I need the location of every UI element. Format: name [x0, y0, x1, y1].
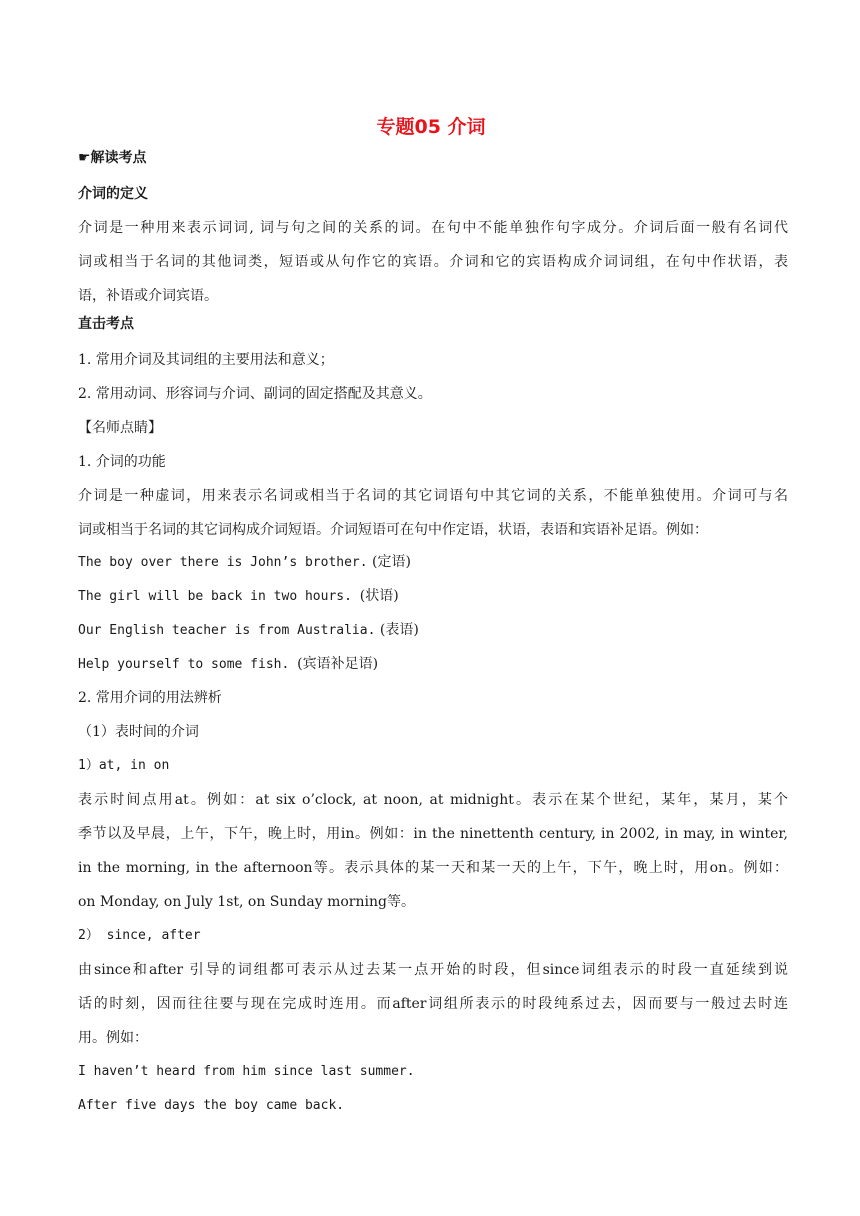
- example-en: Our English teacher is from Australia.: [78, 623, 376, 638]
- definition-line: 语，补语或介词宾语。: [78, 288, 218, 304]
- example-role: (表语): [379, 622, 419, 638]
- usage-heading: 2. 常用介词的用法辨析: [78, 690, 222, 706]
- function-heading: 1. 介词的功能: [78, 454, 166, 470]
- sub1-line: 季节以及早晨，上午，下午，晚上时，用in。例如：in the ninettenth century, in 2002, in may, in winter,: [78, 826, 788, 842]
- function-line: 词或相当于名词的其它词构成介词短语。介词短语可在句中作定语，状语，表语和宾语补足语。例如：: [78, 522, 708, 538]
- sub-heading-since-after: 2） since, after: [78, 928, 201, 943]
- example-sentence: [78, 552, 788, 573]
- definition-line: 词或相当于名词的其他词类，短语或从句作它的宾语。介词和它的宾语构成介词词组，在句中作状语，表: [78, 254, 788, 270]
- example-en: Help yourself to some fish.: [78, 657, 298, 672]
- direct-item: 2. 常用动词、形容词与介词、副词的固定搭配及其意义。: [78, 386, 432, 402]
- function-line: 介词是一种虚词，用来表示名词或相当于名词的其它词语句中其它词的关系，不能单独使用。介词可与名: [78, 488, 788, 504]
- example-sentence: [78, 586, 788, 607]
- definition-line: 介词是一种用来表示词词, 词与句之间的关系的词。在句中不能单独作句字成分。介词后面一般有名词代: [78, 220, 788, 236]
- sub2-line: 用。例如：: [78, 1030, 148, 1046]
- sub1-line: in the morning, in the afternoon等。表示具体的某一天和某一天的上午，下午，晚上时，用on。例如：: [78, 860, 788, 876]
- sub-heading-at-in-on: 1）at, in on: [78, 758, 170, 773]
- sub1-line: 表示时间点用at。例如：at six o’clock, at noon, at midnight。表示在某个世纪，某年，某月，某个: [78, 792, 788, 808]
- example-en: The boy over there is John’s brother.: [78, 555, 368, 570]
- example-en: The girl will be back in two hours.: [78, 589, 360, 604]
- example-sentence: [78, 654, 788, 675]
- example-role: (宾语补足语): [297, 656, 379, 672]
- example-sentence: After five days the boy came back.: [78, 1098, 345, 1113]
- sub2-line: 话的时刻，因而往往要与现在完成时连用。而after词组所表示的时段纯系过去，因而要与一般过去时连: [78, 996, 788, 1012]
- example-sentence: [78, 620, 788, 641]
- sub1-line: on Monday, on July 1st, on Sunday morning等。: [78, 894, 415, 910]
- sub2-line: 由since和after 引导的词组都可表示从过去某一点开始的时段，但since词组表示的时段一直延续到说: [78, 962, 788, 978]
- direct-item: 1. 常用介词及其词组的主要用法和意义；: [78, 352, 334, 368]
- section-heading-reading: ☛解读考点: [78, 150, 147, 166]
- page-title: 专题05 介词: [376, 116, 486, 138]
- direct-heading: 直击考点: [78, 316, 134, 332]
- teacher-note-heading: 【名师点睛】: [78, 420, 162, 436]
- example-sentence: I haven’t heard from him since last summer.: [78, 1064, 415, 1079]
- example-role: (定语): [372, 554, 411, 570]
- time-prep-heading: （1）表时间的介词: [78, 724, 199, 740]
- definition-heading: 介词的定义: [78, 186, 148, 202]
- example-role: (状语): [359, 588, 399, 604]
